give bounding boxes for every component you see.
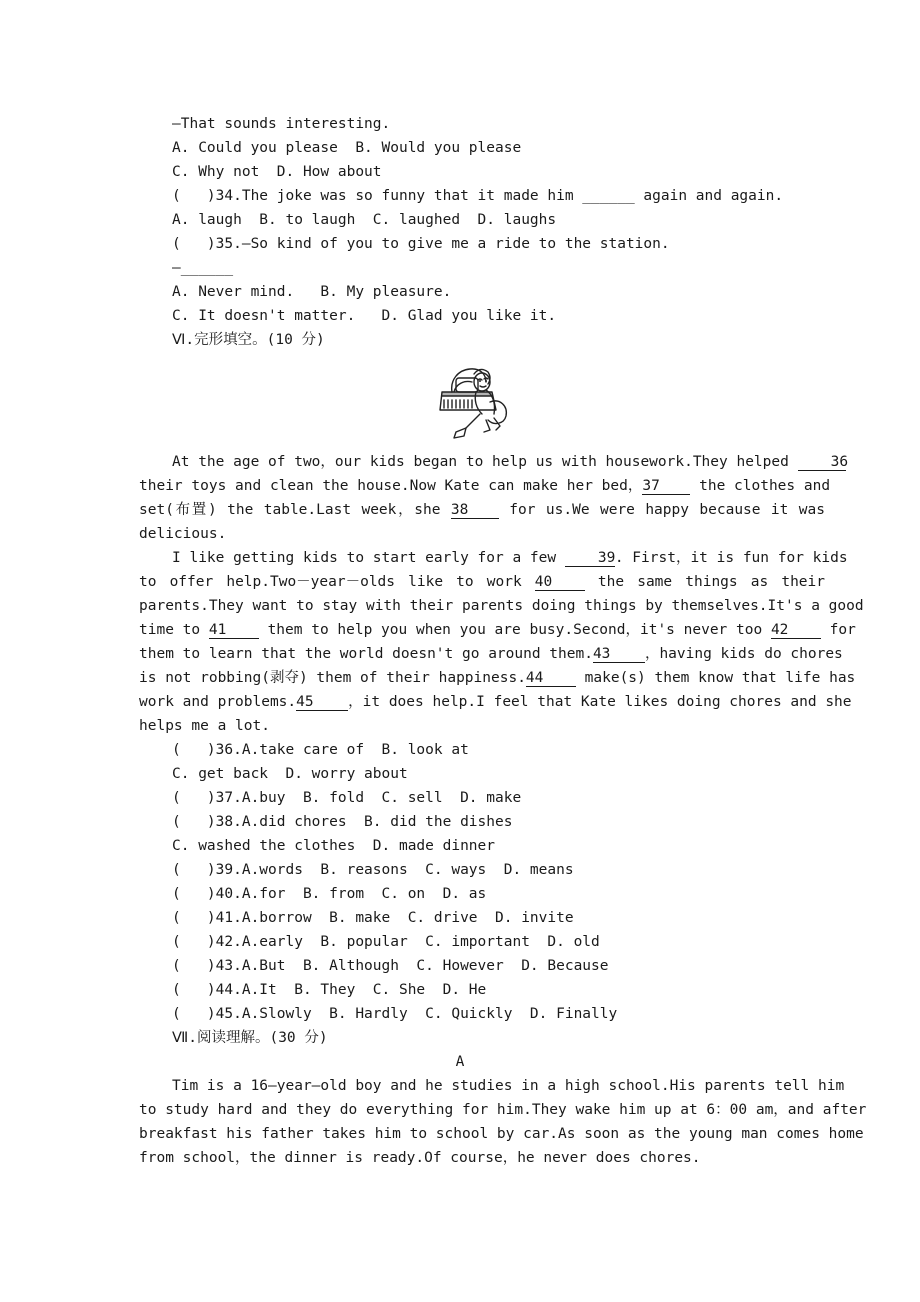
blank-36: 36 bbox=[798, 454, 846, 471]
reading-a-line1: Tim is a 16—year—old boy and he studies in a high school.His parents tell him bbox=[172, 1078, 845, 1094]
blank-42: 42 bbox=[771, 622, 821, 639]
option-line: ( )43.A.But B. Although C. However D. Because bbox=[172, 958, 609, 974]
blank-44: 44 bbox=[526, 670, 576, 687]
passage-p2-line7 bbox=[139, 692, 852, 712]
q33-options-ab: A. Could you please B. Would you please bbox=[172, 140, 522, 156]
q34-stem: ( )34.The joke was so funny that it made him ______ again and again. bbox=[172, 188, 784, 204]
option-line: ( )38.A.did chores B. did the dishes bbox=[172, 814, 513, 830]
passage-p1-line4: delicious. bbox=[139, 526, 227, 542]
section-7-heading: Ⅶ.阅读理解。(30 分) bbox=[172, 1030, 328, 1046]
option-line: ( )41.A.borrow B. make C. drive D. invite bbox=[172, 910, 574, 926]
text-segment: set(布置) the table.Last week，she bbox=[139, 502, 451, 518]
q35-reply: —______ bbox=[172, 260, 234, 276]
text-segment: I like getting kids to start early for a few bbox=[172, 550, 565, 566]
text-segment: their toys and clean the house.Now Kate can make her bed， bbox=[139, 478, 643, 494]
blank-45: 45 bbox=[296, 694, 348, 711]
text-segment: . First，it is fun for kids bbox=[614, 550, 848, 566]
reading-part-label: A bbox=[455, 1054, 465, 1070]
text-segment: time to bbox=[139, 622, 209, 638]
text-segment: At the age of two，our kids began to help us with housework.They helped bbox=[172, 454, 798, 470]
text-segment: ，having kids do chores bbox=[644, 646, 843, 662]
text-segment: for bbox=[820, 622, 856, 638]
blank-38: 38 bbox=[451, 502, 499, 519]
passage-p2-line4 bbox=[139, 620, 856, 640]
passage-p2-line5 bbox=[139, 644, 843, 664]
passage-p1-line1 bbox=[139, 452, 849, 472]
text-segment: the same things as their bbox=[584, 574, 825, 590]
option-line: C. get back D. worry about bbox=[172, 766, 408, 782]
text-segment: ，it does help.I feel that Kate likes doing chores and she bbox=[348, 694, 852, 710]
blank-41: 41 bbox=[209, 622, 259, 639]
q33-reply: —That sounds interesting. bbox=[172, 116, 391, 132]
option-line: ( )44.A.It B. They C. She D. He bbox=[172, 982, 487, 998]
text-segment: the clothes and bbox=[690, 478, 831, 494]
reading-a-line2: to study hard and they do everything for him.They wake him up at 6：00 am，and after bbox=[139, 1102, 867, 1118]
option-line: ( )45.A.Slowly B. Hardly C. Quickly D. Finally bbox=[172, 1006, 618, 1022]
girl-doing-chores-illustration bbox=[436, 362, 512, 442]
q35-options-ab: A. Never mind. B. My pleasure. bbox=[172, 284, 452, 300]
option-line: C. washed the clothes D. made dinner bbox=[172, 838, 496, 854]
text-segment: them to learn that the world doesn't go around them. bbox=[139, 646, 593, 662]
q34-options: A. laugh B. to laugh C. laughed D. laughs bbox=[172, 212, 557, 228]
passage-p1-line3 bbox=[139, 500, 825, 520]
option-line: ( )36.A.take care of B. look at bbox=[172, 742, 469, 758]
text-segment: them to help you when you are busy.Second，it's never too bbox=[258, 622, 771, 638]
passage-p2-line2 bbox=[139, 572, 825, 592]
passage-p2-line8: helps me a lot. bbox=[139, 718, 270, 734]
text-segment: for us.We were happy because it was bbox=[498, 502, 825, 518]
option-line: ( )42.A.early B. popular C. important D. old bbox=[172, 934, 600, 950]
reading-a-line3: breakfast his father takes him to school by car.As soon as the young man comes home bbox=[139, 1126, 864, 1142]
option-line: ( )40.A.for B. from C. on D. as bbox=[172, 886, 487, 902]
passage-p2-line3: parents.They want to stay with their parents doing things by themselves.It's a good bbox=[139, 598, 864, 614]
passage-p2-line1 bbox=[139, 548, 848, 568]
blank-39: 39 bbox=[565, 550, 615, 567]
q35-options-cd: C. It doesn't matter. D. Glad you like it. bbox=[172, 308, 557, 324]
blank-43: 43 bbox=[593, 646, 645, 663]
text-segment: make(s) them know that life has bbox=[575, 670, 856, 686]
option-line: ( )37.A.buy B. fold C. sell D. make bbox=[172, 790, 522, 806]
text-segment: to offer help.Two－year－olds like to work bbox=[139, 574, 535, 590]
option-line: ( )39.A.words B. reasons C. ways D. means bbox=[172, 862, 574, 878]
q35-stem: ( )35.—So kind of you to give me a ride to the station. bbox=[172, 236, 670, 252]
passage-p2-line6 bbox=[139, 668, 856, 688]
section-6-heading: Ⅵ.完形填空。(10 分) bbox=[172, 332, 325, 348]
blank-37: 37 bbox=[642, 478, 690, 495]
text-segment: is not robbing(剥夺) them of their happiness. bbox=[139, 670, 526, 686]
q33-options-cd: C. Why not D. How about bbox=[172, 164, 382, 180]
text-segment: work and problems. bbox=[139, 694, 297, 710]
reading-a-line4: from school，the dinner is ready.Of course，he never does chores. bbox=[139, 1150, 701, 1166]
blank-40: 40 bbox=[535, 574, 585, 591]
passage-p1-line2 bbox=[139, 476, 831, 496]
